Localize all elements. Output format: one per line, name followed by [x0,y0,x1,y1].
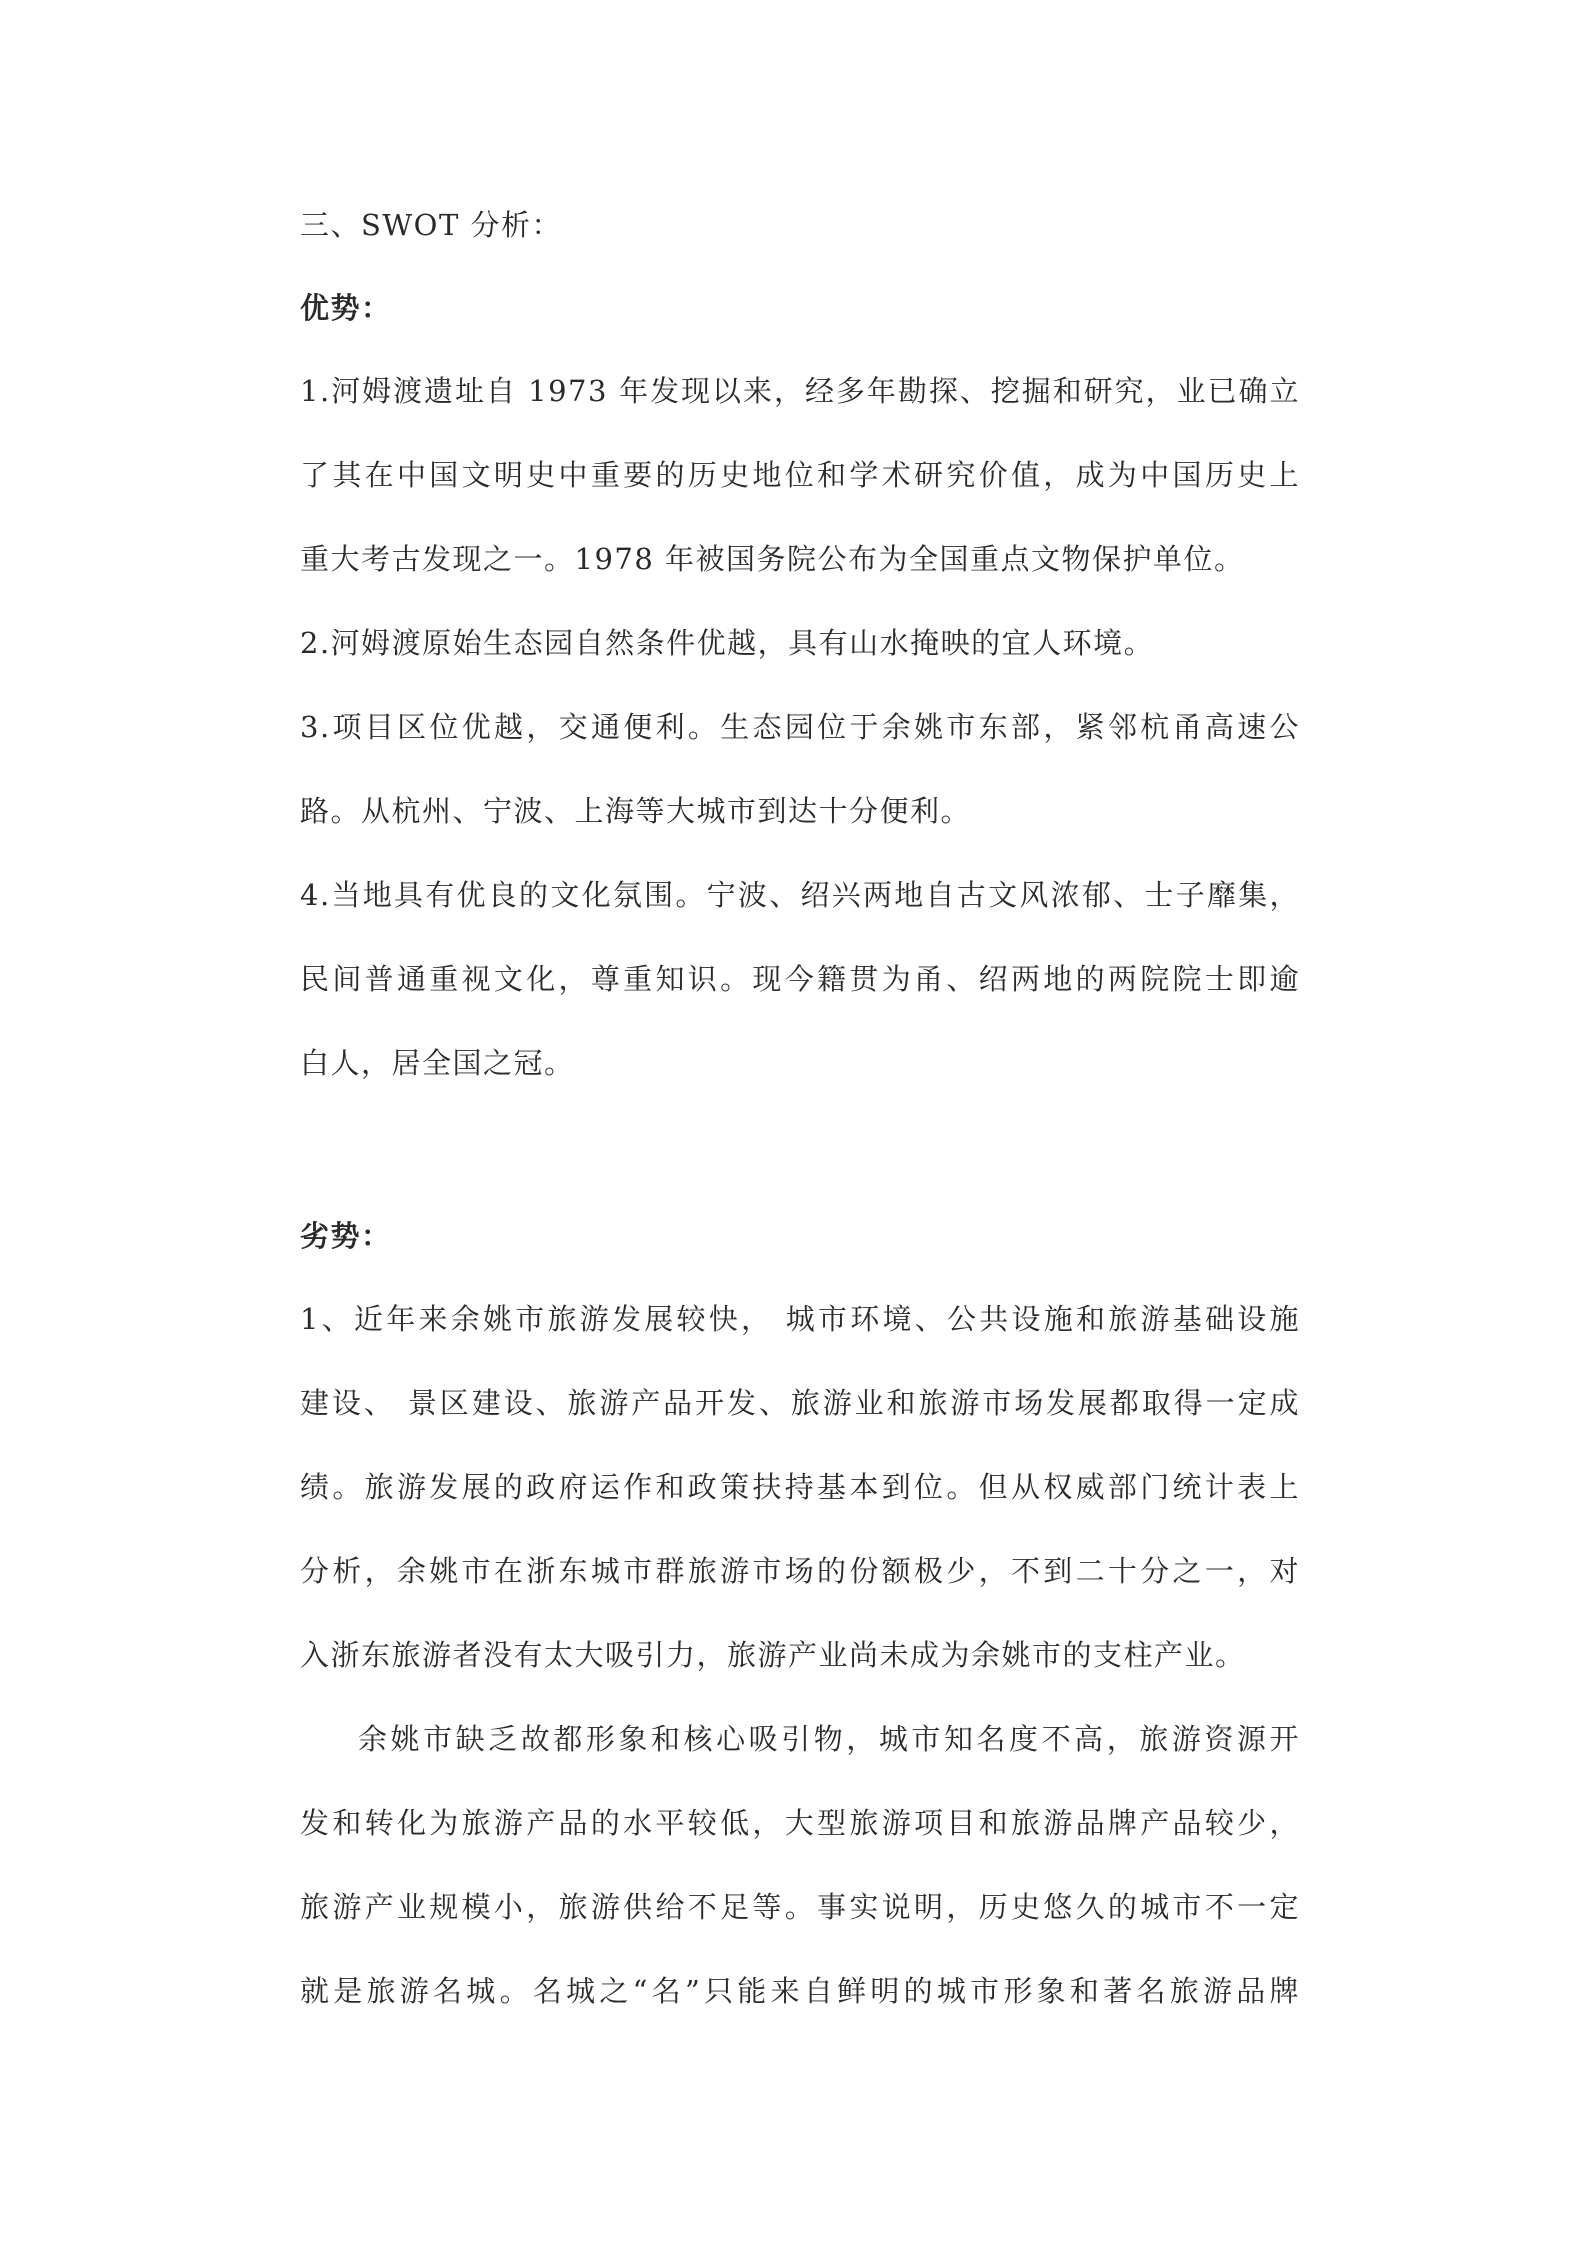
text-line: 民间普通重视文化，尊重知识。现今籍贯为甬、绍两地的两院院士即逾 [300,962,1300,996]
strength-item-2 [300,623,1310,663]
text-line: 4.当地具有优良的文化氛围。宁波、绍兴两地自古文风浓郁、士子靡集， [300,878,1300,912]
section-heading: 三、SWOT 分析： [300,208,563,242]
text-line: 2.河姆渡原始生态园自然条件优越，具有山水掩映的宜人环境。 [300,626,1155,660]
strengths-title: 优势： [300,291,392,325]
weakness-paragraph-2 [300,1719,1310,2011]
text-line: 1.河姆渡遗址自 1973 年发现以来，经多年勘探、挖掘和研究，业已确立 [300,374,1300,408]
text-line: 重大考古发现之一。1978 年被国务院公布为全国重点文物保护单位。 [300,542,1245,576]
text-line: 余姚市缺乏故都形象和核心吸引物，城市知名度不高，旅游资源开 [358,1722,1300,1756]
strength-item-1 [300,371,1310,579]
text-line: 绩。旅游发展的政府运作和政策扶持基本到位。但从权威部门统计表上 [300,1470,1300,1504]
section-spacer [300,1083,1310,1216]
text-line: 建设、 景区建设、旅游产品开发、旅游业和旅游市场发展都取得一定成 [300,1386,1300,1420]
strength-item-3 [300,707,1310,831]
weakness-paragraph-1 [300,1299,1310,1675]
text-line: 就是旅游名城。名城之“名”只能来自鲜明的城市形象和著名旅游品牌 [300,1974,1300,2008]
text-line: 了其在中国文明史中重要的历史地位和学术研究价值，成为中国历史上 [300,458,1300,492]
text-line: 3.项目区位优越，交通便利。生态园位于余姚市东部，紧邻杭甬高速公 [300,710,1300,744]
text-line: 旅游产业规模小，旅游供给不足等。事实说明，历史悠久的城市不一定 [300,1890,1300,1924]
text-line: 1、近年来余姚市旅游发展较快， 城市环境、公共设施和旅游基础设施 [300,1302,1300,1336]
document-body [300,205,1310,2011]
text-line: 发和转化为旅游产品的水平较低，大型旅游项目和旅游品牌产品较少， [300,1806,1300,1840]
strength-item-4 [300,875,1310,1083]
text-line: 路。从杭州、宁波、上海等大城市到达十分便利。 [300,794,972,828]
text-line: 白人，居全国之冠。 [300,1046,575,1080]
text-line: 入浙东旅游者没有太大吸引力，旅游产业尚未成为余姚市的支柱产业。 [300,1638,1246,1672]
text-line: 分析，余姚市在浙东城市群旅游市场的份额极少，不到二十分之一，对 [300,1554,1300,1588]
weaknesses-title: 劣势： [300,1219,392,1253]
